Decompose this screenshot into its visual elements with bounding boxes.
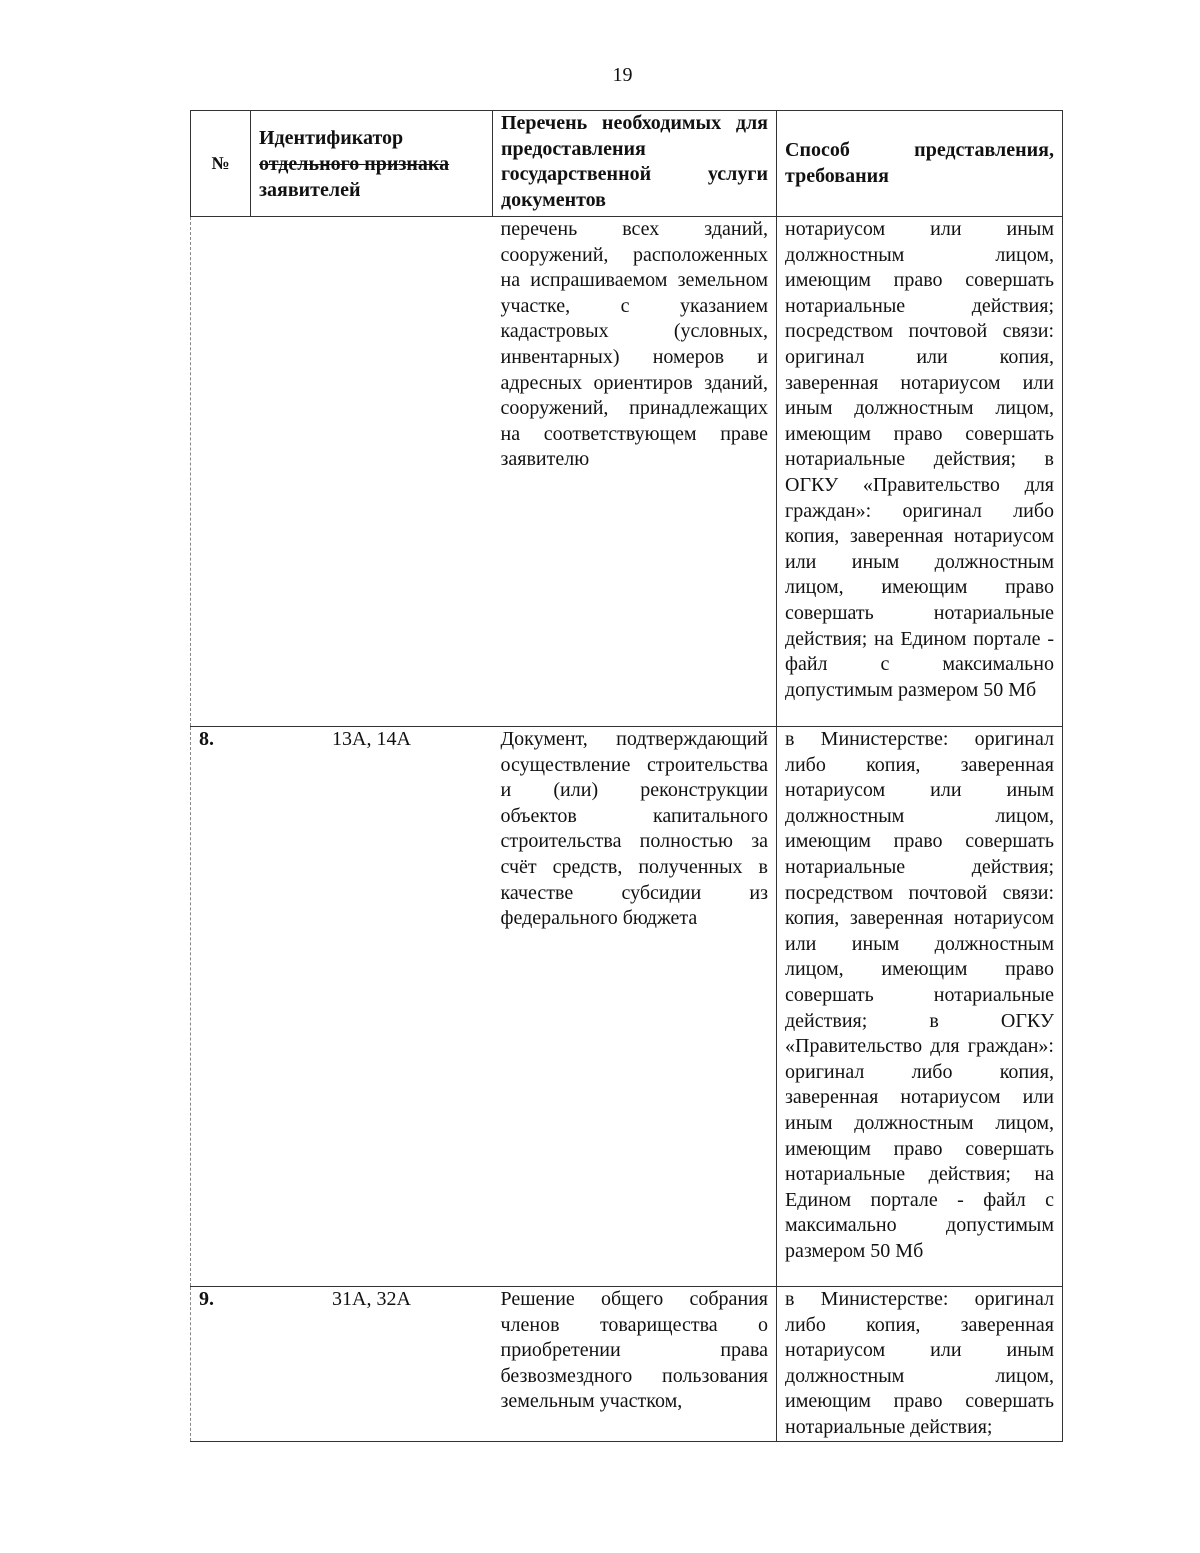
page-number: 19	[612, 64, 633, 86]
header-number: №	[191, 111, 251, 217]
table-row	[191, 217, 1063, 727]
row-identifier: 31А, 32А	[251, 1287, 493, 1442]
header-method: Способ представления, требования	[777, 111, 1063, 217]
row-number: 8.	[191, 727, 251, 1287]
table-row	[191, 727, 1063, 1287]
row-identifier: 13А, 14А	[251, 727, 493, 1287]
row-number	[191, 217, 251, 727]
header-documents: Перечень необходимых для предоставления государственной услуги документов	[493, 111, 777, 217]
row-documents: Решение общего собрания членов товарищества о приобретении права безвозмездного пользования земельным участком,	[493, 1287, 777, 1442]
header-identifier	[251, 111, 493, 217]
row-documents: перечень всех зданий, сооружений, расположенных на испрашиваемом земельном участке, с указанием кадастровых (условных, инвентарных) номеров и адресных ориентиров зданий, сооружений, принадлежащих на соответствующем праве заявителю	[493, 217, 777, 727]
header-identifier-line3: заявителей	[259, 178, 361, 201]
row-method: нотариусом или иным должностным лицом, имеющим право совершать нотариальные действия; посредством почтовой связи: оригинал или копия, заверенная нотариусом или иным должностным лицом, имеющим право совершать нотариальные действия; в ОГКУ «Правительство для граждан»: оригинал либо копия, заверенная нотариусом или иным должностным лицом, имеющим право совершать нотариальные действия; на Едином портале - файл с максимально допустимым размером 50 Мб	[777, 217, 1063, 727]
row-identifier	[251, 217, 493, 727]
table-row	[191, 1287, 1063, 1442]
table-header	[191, 111, 1063, 217]
row-method: в Министерстве: оригинал либо копия, заверенная нотариусом или иным должностным лицом, имеющим право совершать нотариальные действия;	[777, 1287, 1063, 1442]
header-identifier-line2: отдельного признака	[259, 152, 450, 175]
documents-table	[190, 110, 1063, 1442]
header-identifier-line1: Идентификатор	[259, 126, 404, 149]
row-documents: Документ, подтверждающий осуществление строительства и (или) реконструкции объектов капитального строительства полностью за счёт средств, полученных в качестве субсидии из федерального бюджета	[493, 727, 777, 1287]
row-method: в Министерстве: оригинал либо копия, заверенная нотариусом или иным должностным лицом, имеющим право совершать нотариальные действия; посредством почтовой связи: копия, заверенная нотариусом или иным должностным лицом, имеющим право совершать нотариальные действия; в ОГКУ «Правительство для граждан»: оригинал либо копия, заверенная нотариусом или иным должностным лицом, имеющим право совершать нотариальные действия; на Едином портале - файл с максимально допустимым размером 50 Мб	[777, 727, 1063, 1287]
row-number: 9.	[191, 1287, 251, 1442]
